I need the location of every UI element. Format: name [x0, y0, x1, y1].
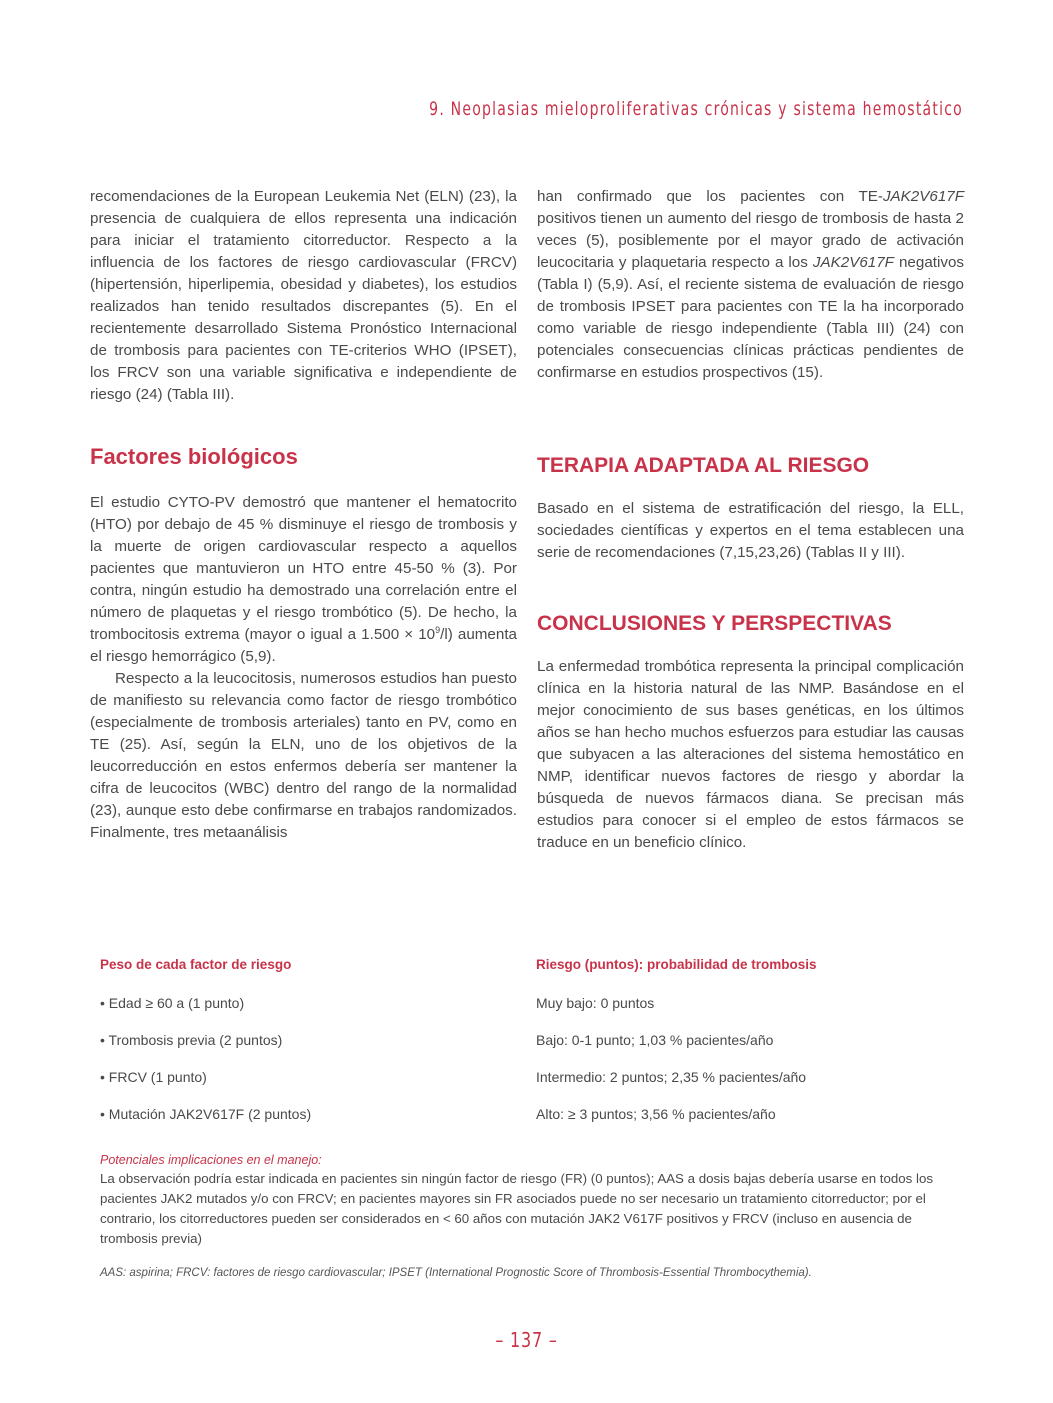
risk-table-columns [90, 955, 963, 1151]
left-paragraph-1 [90, 492, 517, 668]
risk-factors-title: Peso de cada factor de riesgo [100, 957, 292, 972]
section-heading-conclusiones: CONCLUSIONES Y PERSPECTIVAS [537, 612, 892, 635]
risk-probability-item: Muy bajo: 0 puntos [536, 995, 655, 1011]
left-paragraph-1-tail: /l) aumenta el riesgo hemorrágico (5,9). [90, 626, 517, 665]
right-terapia-body [537, 498, 964, 564]
left-paragraph-1-text: El estudio CYTO-PV demostró que mantener el hematocrito (HTO) por debajo de 45 % disminuye el riesgo de trombosis y la muerte de origen cardiovascular respecto a aquellos pacientes que mantuvieron un HTO entre 45-50 % (3). Por contra, ningún estudio ha demostrado una correlación entre el número de plaquetas y el riesgo trombótico (5). De hecho, la trombocitosis extrema (mayor o igual a 1.500 × 10 [90, 494, 517, 643]
risk-probability-item: Bajo: 0-1 punto; 1,03 % pacientes/año [536, 1032, 774, 1048]
risk-probability-item: Intermedio: 2 puntos; 2,35 % pacientes/año [536, 1069, 807, 1085]
risk-factor-item: • FRCV (1 punto) [100, 1069, 207, 1085]
page-number: – 137 – [495, 1328, 558, 1352]
left-paragraph-2: Respecto a la leucocitosis, numerosos estudios han puesto de manifiesto su relevancia como factor de riesgo trombótico (especialmente de trombosis arteriales) tanto en PV, como en TE (25). Así, según la ELN, uno de los objetivos de la leucorreducción en estos enfermos debería ser mantener la cifra de leucocitos (WBC) dentro del rango de la normalidad (23), aunque esto debe confirmarse en trabajos randomizados. Finalmente, tres metaanálisis [90, 670, 517, 841]
left-factores-body [90, 492, 517, 844]
left-intro-paragraph: recomendaciones de la European Leukemia Net (ELN) (23), la presencia de cualquiera de ellos representa una indicación para iniciar el tratamiento citorreductor. Respecto a la influencia de los factores de riesgo cardiovascular (FRCV) (hipertensión, hiperlipemia, obesidad y diabetes), los estudios realizados han tenido resultados discrepantes (5). En el recientemente desarrollado Sistema Pronóstico Internacional de trombosis para pacientes con TE-criterios WHO (IPSET), los FRCV son una variable significativa e independiente de riesgo (24) (Tabla III). [90, 188, 517, 403]
section-heading-terapia: TERAPIA ADAPTADA AL RIESGO [537, 454, 870, 477]
gene-name-italic: JAK2V617F [882, 188, 964, 205]
superscript: 9 [435, 624, 441, 635]
right-intro [537, 186, 964, 384]
risk-probability-column [536, 955, 956, 1141]
right-intro-text-3: negativos (Tabla I) (5,9). Así, el reciente sistema de evaluación de riesgo de trombosis IPSET para pacientes con TE la ha incorporado como variable de riesgo independiente (Tabla III) (24) con potenciales consecuencias clínicas prácticas pendientes de confirmarse en estudios prospectivos (15). [537, 254, 965, 381]
management-note-title: Potenciales implicaciones en el manejo: [100, 1153, 322, 1167]
management-note-body: La observación podría estar indicada en pacientes sin ningún factor de riesgo (FR) (0 puntos); AAS a dosis bajas debería usarse en todos los pacientes JAK2 mutados y/o con FRCV; en pacientes mayores sin FR asociados puede no ser necesario un tratamiento citorreductor; por el contrario, los citorreductores pueden ser considerados en < 60 años con mutación JAK2 V617F positivos y FRCV (incluso en ausencia de trombosis previa) [100, 1171, 934, 1246]
risk-factors-column [100, 955, 520, 1141]
gene-name-italic: JAK2V617F [812, 254, 894, 271]
right-intro-text-2: positivos tienen un aumento del riesgo de trombosis de hasta 2 veces (5), posiblemente por el mayor grado de activación leucocitaria y plaquetaria respecto a los [537, 210, 964, 271]
right-intro-paragraph [537, 186, 964, 384]
risk-factor-item: • Edad ≥ 60 a (1 punto) [100, 995, 245, 1011]
management-note [100, 1151, 960, 1249]
risk-probability-title: Riesgo (puntos): probabilidad de trombosis [536, 957, 817, 972]
risk-factor-item: • Trombosis previa (2 puntos) [100, 1032, 283, 1048]
left-intro [90, 186, 517, 406]
risk-factor-item: • Mutación JAK2V617F (2 puntos) [100, 1106, 312, 1122]
section-heading-factores-biologicos: Factores biológicos [90, 444, 298, 469]
table-footnote: AAS: aspirina; FRCV: factores de riesgo cardiovascular; IPSET (International Prognostic Score of Thrombosis-Essential Thrombocythemia). [100, 1267, 812, 1279]
risk-table [90, 955, 963, 1246]
running-header: 9. Neoplasias mieloproliferativas crónicas y sistema hemostático [429, 98, 963, 120]
right-paragraph-1: Basado en el sistema de estratificación del riesgo, la ELL, sociedades científicas y expertos en el tema establecen una serie de recomendaciones (7,15,23,26) (Tablas II y III). [537, 500, 964, 561]
right-intro-text-1: han confirmado que los pacientes con TE- [537, 188, 883, 205]
right-conclusiones-body [537, 656, 964, 854]
risk-probability-item: Alto: ≥ 3 puntos; 3,56 % pacientes/año [536, 1106, 776, 1122]
right-paragraph-2: La enfermedad trombótica representa la principal complicación clínica en la historia natural de las NMP. Basándose en el mejor conocimiento de sus bases genéticas, en los últimos años se han hecho muchos esfuerzos para estudiar las causas que subyacen a las alteraciones del sistema hemostático en NMP, identificar nuevos factores de riesgo y abordar la búsqueda de nuevos fármacos diana. Se precisan más estudios para conocer si el empleo de estos fármacos se traduce en un beneficio clínico. [537, 658, 964, 851]
